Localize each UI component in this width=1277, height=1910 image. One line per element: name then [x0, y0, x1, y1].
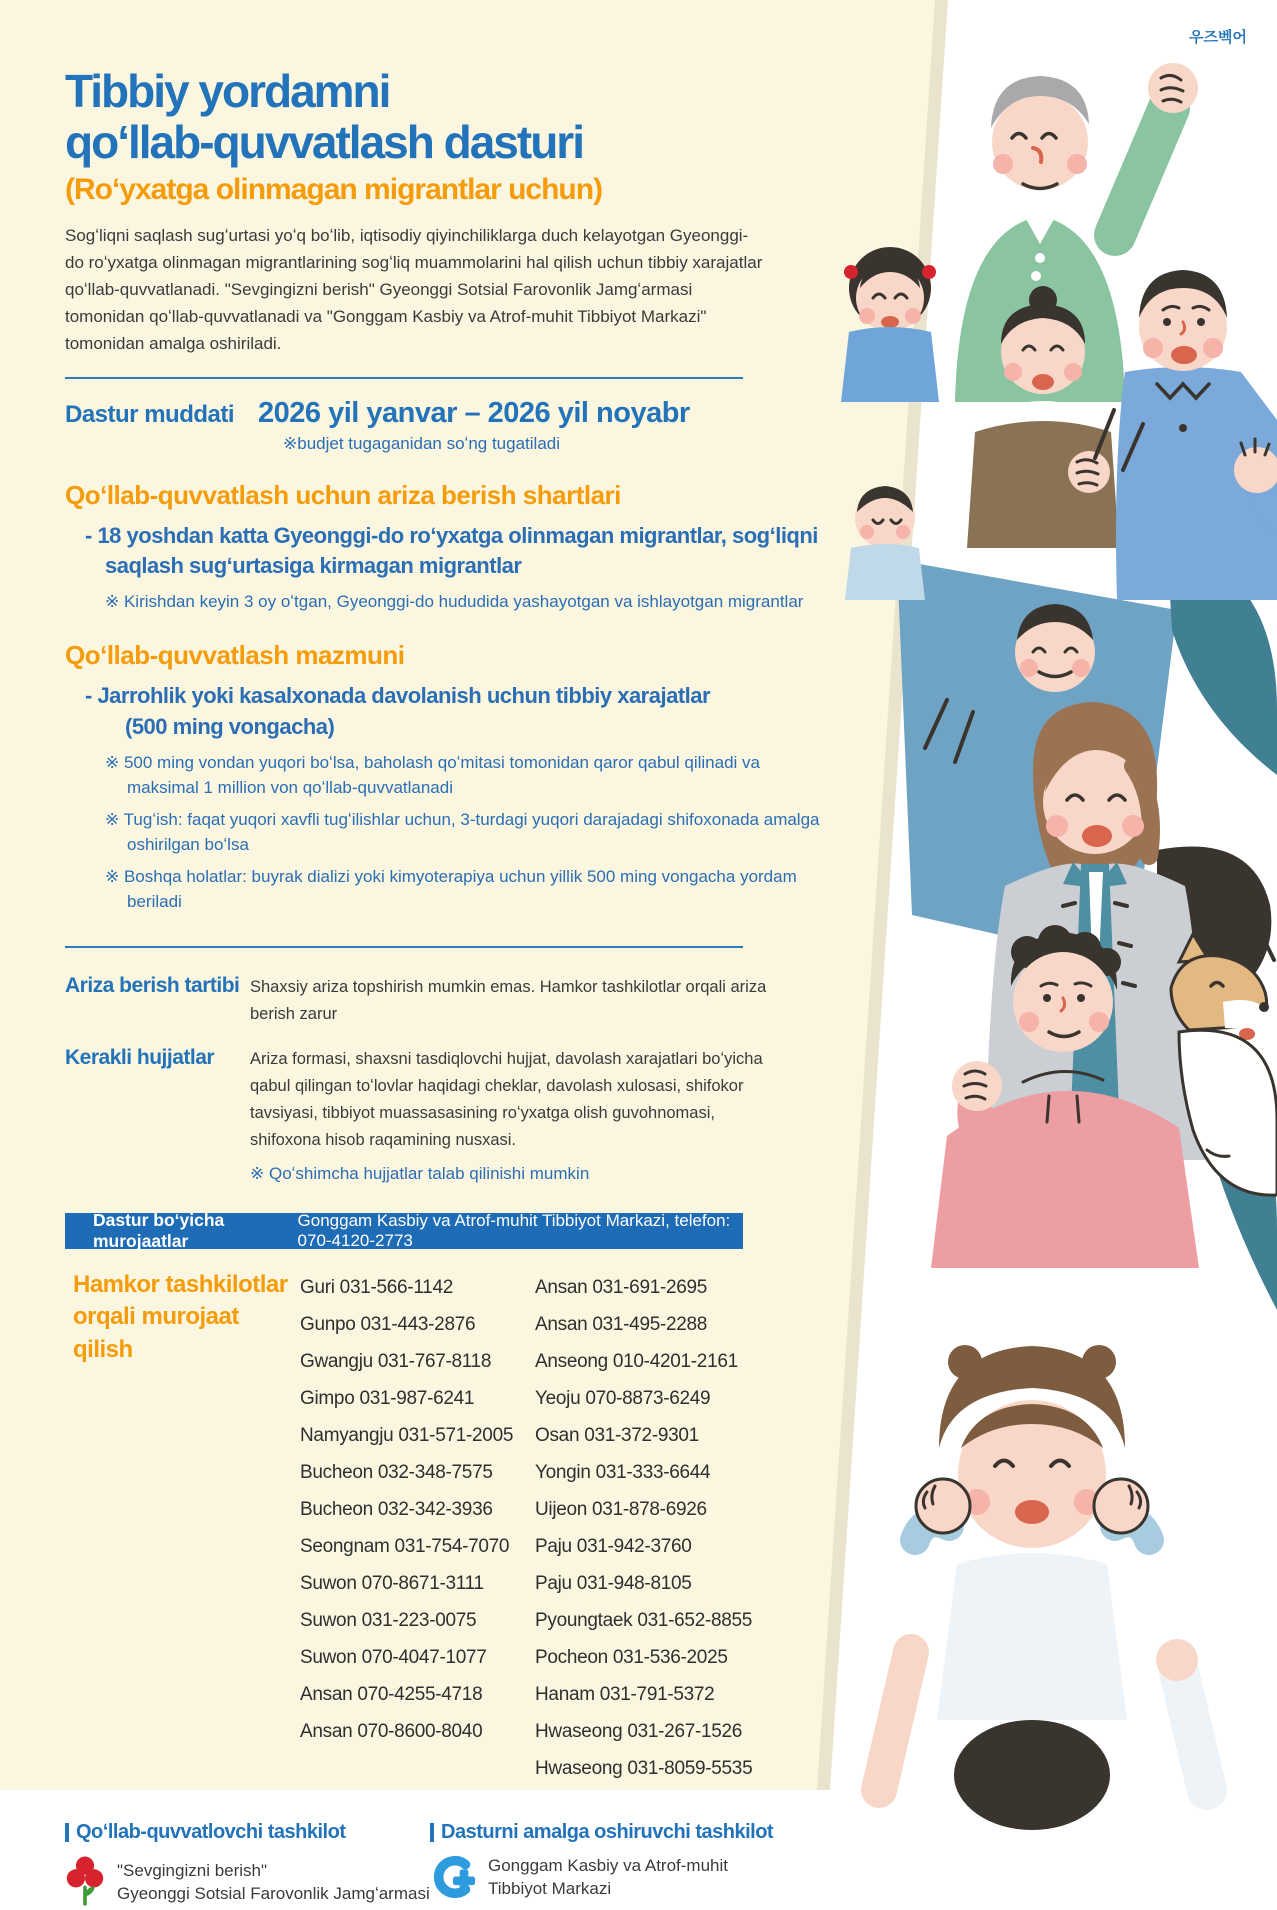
phone-entry: Guri 031-566-1142: [300, 1276, 453, 1298]
phone-entry: Suwon 031-223-0075: [300, 1609, 477, 1631]
carnation-logo-icon: [65, 1854, 105, 1910]
title-bar: [430, 1823, 434, 1842]
duration-value: 2026 yil yanvar – 2026 yil noyabr: [258, 396, 690, 429]
documents-row: [65, 1046, 827, 1187]
partial-face-figure: [1015, 604, 1095, 692]
executor-org-text: [488, 1854, 728, 1900]
phone-column-1: [300, 1269, 535, 1787]
phone-entry: Suwon 070-8671-3111: [300, 1572, 484, 1594]
phone-entry: Hwaseong 031-267-1526: [535, 1720, 743, 1742]
phone-entry: Ansan 031-691-2695: [535, 1276, 708, 1298]
phone-entry: Seongnam 031-754-7070: [300, 1535, 510, 1557]
support-bullet-line-1: - Jarrohlik yoki kasalxonada davolanish uchun tibbiy xarajatlar: [85, 683, 711, 709]
partners-heading: [65, 1269, 300, 1787]
people-illustration-svg: [827, 0, 1277, 1790]
application-text: Shaxsiy ariza topshirish mumkin emas. Hamkor tashkilotlar orqali ariza berish zarur: [250, 977, 767, 1023]
support-content-bullet: [85, 681, 825, 743]
executor-org-line-2: Tibbiyot Markazi: [488, 1878, 612, 1898]
phone-entry: Bucheon 032-342-3936: [300, 1498, 493, 1520]
partners-heading-line-1: Hamkor tashkilotlar: [73, 1270, 288, 1298]
intro-paragraph: Sogʻliqni saqlash sugʻurtasi yoʻq boʻlib, iqtisodiy qiyinchiliklarga duch kelayotgan Gyeonggi-do roʻyxatga olinmagan migrantlarining sogʻliq muammolarini hal qilish uchun tibbiy xarajatlar qoʻllab-quvvatlanadi. "Sevgingizni berish" Gyeonggi Sotsial Farovonlik Jamgʻarmasi tomonidan qoʻllab-quvvatlanadi va "Gonggam Kasbiy va Atrof-muhit Tibbiyot Markazi" tomonidan amalga oshiriladi.: [65, 225, 763, 353]
phone-entry: Namyangju 031-571-2005: [300, 1424, 514, 1446]
divider: [65, 377, 743, 379]
application-label: Ariza berish tartibi: [65, 973, 240, 997]
phone-entry: Yeoju 070-8873-6249: [535, 1387, 711, 1409]
c-plus-logo-icon: [430, 1854, 476, 1900]
supporter-org-line-2: Gyeonggi Sotsial Farovonlik Jamgʻarmasi: [117, 1883, 430, 1903]
phone-entry: Gimpo 031-987-6241: [300, 1387, 475, 1409]
program-duration: [65, 397, 827, 430]
phone-entry: Pocheon 031-536-2025: [535, 1646, 728, 1668]
support-content-notes: [65, 750, 827, 914]
contact-bar-value: Gonggam Kasbiy va Atrof-muhit Tibbiyot Markazi, telefon: 070-4120-2773: [297, 1210, 731, 1250]
duration-label: Dastur muddati: [65, 400, 235, 428]
executor-title: Dasturni amalga oshiruvchi tashkilot: [441, 1820, 774, 1843]
executor-org: [430, 1854, 820, 1900]
support-bullet-line-2: (500 ming vongacha): [125, 714, 335, 740]
phone-entry: Hwaseong 031-8059-5535: [535, 1757, 753, 1779]
phone-entry: Uijeon 031-878-6926: [535, 1498, 707, 1520]
support-note: ※ Boshqa holatlar: buyrak dializi yoki kimyoterapiya uchun yillik 500 ming vongacha yordam beriladi: [105, 866, 797, 911]
documents-text-block: [250, 1046, 780, 1187]
title-bar: [65, 1823, 69, 1842]
title-line-1: Tibbiy yordamni: [65, 65, 390, 117]
application-row: [65, 974, 827, 1028]
documents-label: Kerakli hujjatlar: [65, 1045, 215, 1069]
phone-entry: Gunpo 031-443-2876: [300, 1313, 476, 1335]
support-note: ※ 500 ming vondan yuqori boʻlsa, baholash qoʻmitasi tomonidan qaror qabul qilinadi va maksimal 1 million von qoʻllab-quvvatlanadi: [105, 752, 760, 797]
documents-note: ※ Qoʻshimcha hujjatlar talab qilinishi mumkin: [250, 1163, 590, 1183]
eligibility-heading: Qoʻllab-quvvatlash uchun ariza berish shartlari: [65, 479, 621, 510]
supporter-org-text: [117, 1859, 430, 1905]
contact-bar-label: Dastur boʻyicha murojaatlar: [93, 1209, 225, 1251]
phone-entry: Ansan 070-4255-4718: [300, 1683, 483, 1705]
partners-heading-line-2: orqali murojaat qilish: [73, 1303, 239, 1363]
supporter-org-line-1: "Sevgingizni berish": [117, 1860, 268, 1880]
supporter-org: [65, 1854, 430, 1910]
partner-contacts: [65, 1269, 827, 1787]
supporter-block: [65, 1821, 430, 1910]
supporter-title-row: [65, 1821, 430, 1844]
phone-entry: Suwon 070-4047-1077: [300, 1646, 487, 1668]
page-subtitle: (Roʻyxatga olinmagan migrantlar uchun): [65, 173, 603, 207]
phone-entry: Osan 031-372-9301: [535, 1424, 699, 1446]
eligibility-bullet: - 18 yoshdan katta Gyeonggi-do roʻyxatga olinmagan migrantlar, sogʻliqni saqlash sugʻurtasiga kirmagan migrantlar: [85, 522, 818, 579]
phone-entry: Yongin 031-333-6644: [535, 1461, 711, 1483]
phone-entry: Paju 031-942-3760: [535, 1535, 692, 1557]
phone-entry: Ansan 031-495-2288: [535, 1313, 708, 1335]
executor-org-line-1: Gonggam Kasbiy va Atrof-muhit: [488, 1855, 729, 1875]
duration-note: ※budjet tugaganidan soʻng tugatiladi: [283, 433, 561, 453]
divider: [65, 946, 743, 948]
footer: [65, 1821, 827, 1910]
support-content-heading: Qoʻllab-quvvatlash mazmuni: [65, 640, 405, 671]
support-note: ※ Tugʻish: faqat yuqori xavfli tugʻilishlar uchun, 3-turdagi yuqori darajadagi shifoxonada amalga oshirilgan boʻlsa: [105, 809, 820, 854]
phone-entry: Anseong 010-4201-2161: [535, 1350, 738, 1372]
page-title: [65, 66, 827, 167]
contact-bar: [65, 1209, 743, 1251]
main-content: [65, 0, 827, 1910]
executor-title-row: [430, 1821, 820, 1844]
phone-entry: Bucheon 032-348-7575: [300, 1461, 493, 1483]
language-badge: 우즈벡어: [1189, 29, 1247, 46]
documents-text: Ariza formasi, shaxsni tasdiqlovchi hujjat, davolash xarajatlari boʻyicha qabul qilingan toʻlovlar haqidagi cheklar, davolash xulosasi, shifokor tavsiyasi, tibbiyot muassasasining roʻyxatga olish guvohnomasi, shifoxona hisob raqamining nusxasi.: [250, 1049, 763, 1149]
executor-block: [430, 1821, 820, 1910]
eligibility-note: ※ Kirishdan keyin 3 oy oʻtgan, Gyeonggi-do hududida yashayotgan va ishlayotgan migrantlar: [105, 592, 804, 612]
phone-entry: Paju 031-948-8105: [535, 1572, 692, 1594]
phone-entry: Pyoungtaek 031-652-8855: [535, 1609, 753, 1631]
supporter-title: Qoʻllab-quvvatlovchi tashkilot: [76, 1820, 346, 1843]
phone-entry: Gwangju 031-767-8118: [300, 1350, 492, 1372]
phone-entry: Hanam 031-791-5372: [535, 1683, 715, 1705]
phone-entry: Ansan 070-8600-8040: [300, 1720, 483, 1742]
people-illustration: [827, 0, 1277, 1790]
phone-column-2: [535, 1269, 770, 1787]
title-line-2: qoʻllab-quvvatlash dasturi: [65, 115, 583, 168]
